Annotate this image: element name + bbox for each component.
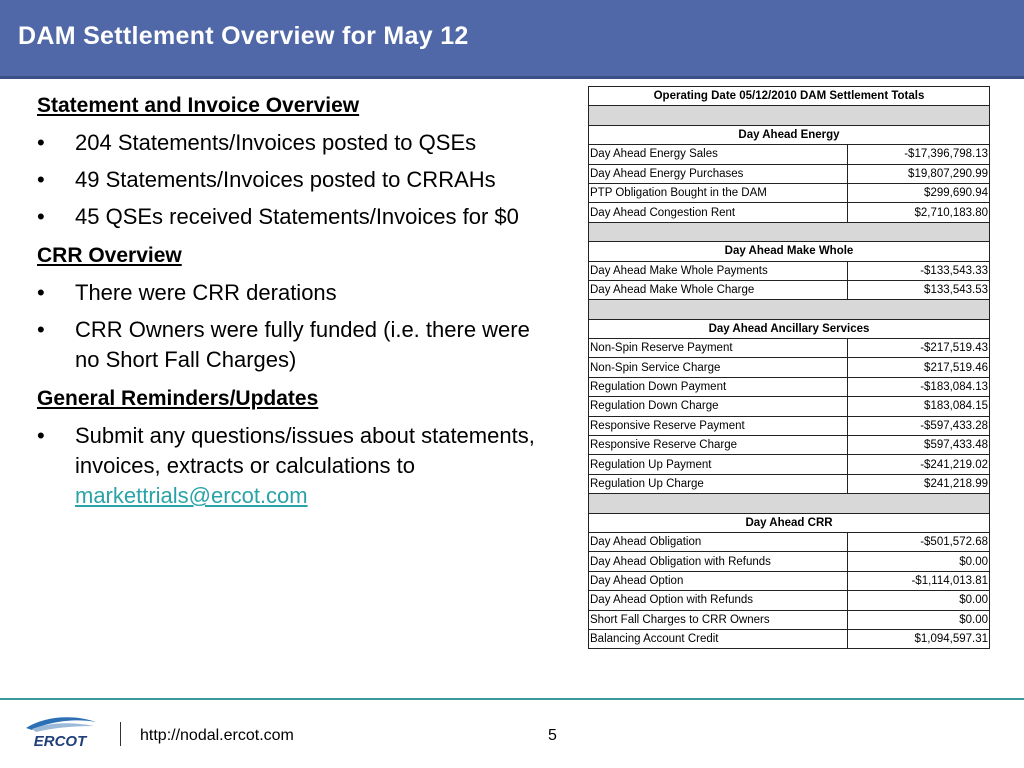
spacer-row [589, 222, 990, 241]
table-row [589, 416, 990, 435]
list-item: • 204 Statements/Invoices posted to QSEs [37, 128, 557, 158]
email-link[interactable]: markettrials@ercot.com [75, 483, 308, 508]
row-value: -$17,396,798.13 [848, 145, 990, 164]
row-value: $0.00 [848, 552, 990, 571]
row-label: Day Ahead Make Whole Charge [589, 280, 848, 299]
row-value: -$1,114,013.81 [848, 571, 990, 590]
row-label: Day Ahead Option with Refunds [589, 591, 848, 610]
row-value: $299,690.94 [848, 183, 990, 202]
spacer-cell [589, 222, 990, 241]
page-title: DAM Settlement Overview for May 12 [18, 22, 469, 50]
spacer-row [589, 106, 990, 125]
table-row [589, 242, 990, 261]
row-value: -$501,572.68 [848, 532, 990, 551]
section-heading-crr: CRR Overview [37, 244, 182, 267]
row-label: Day Ahead Obligation [589, 532, 848, 551]
row-label: Day Ahead Energy Purchases [589, 164, 848, 183]
table-row [589, 377, 990, 396]
table-row [589, 125, 990, 144]
settlement-totals-table [588, 86, 990, 649]
spacer-row [589, 494, 990, 513]
page-number: 5 [548, 727, 557, 744]
table-row [589, 203, 990, 222]
table-row [589, 455, 990, 474]
bullet-list [37, 128, 557, 232]
svg-text:ERCOT: ERCOT [33, 733, 87, 750]
spacer-cell [589, 106, 990, 125]
table-row [589, 358, 990, 377]
row-label: Short Fall Charges to CRR Owners [589, 610, 848, 629]
table-title: Operating Date 05/12/2010 DAM Settlement Totals [589, 87, 990, 106]
bullet-list [37, 278, 557, 375]
ercot-logo [22, 714, 100, 750]
row-label: Day Ahead Obligation with Refunds [589, 552, 848, 571]
row-label: Day Ahead Congestion Rent [589, 203, 848, 222]
row-value: -$597,433.28 [848, 416, 990, 435]
row-value: -$241,219.02 [848, 455, 990, 474]
footer-separator [120, 722, 121, 746]
list-item: • There were CRR derations [37, 278, 557, 308]
row-label: Day Ahead Make Whole Payments [589, 261, 848, 280]
row-label: Regulation Down Charge [589, 397, 848, 416]
row-label: Responsive Reserve Charge [589, 436, 848, 455]
bullet-icon: • [37, 130, 45, 155]
table-row [589, 436, 990, 455]
row-value: $1,094,597.31 [848, 629, 990, 648]
table-row [589, 474, 990, 493]
group-header: Day Ahead Make Whole [589, 242, 990, 261]
row-label: Regulation Up Charge [589, 474, 848, 493]
bullet-icon: • [37, 317, 45, 342]
footer-divider [0, 698, 1024, 700]
row-label: Day Ahead Energy Sales [589, 145, 848, 164]
footer-url[interactable]: http://nodal.ercot.com [140, 727, 294, 744]
table-row [589, 629, 990, 648]
row-value: $217,519.46 [848, 358, 990, 377]
row-value: $183,084.15 [848, 397, 990, 416]
bullet-icon: • [37, 167, 45, 192]
table-row [589, 571, 990, 590]
row-label: Balancing Account Credit [589, 629, 848, 648]
row-label: Responsive Reserve Payment [589, 416, 848, 435]
table-row [589, 591, 990, 610]
list-item: • Submit any questions/issues about statements, invoices, extracts or calculations to markettrials@ercot.com [37, 423, 535, 508]
table-row [589, 552, 990, 571]
bullet-icon: • [37, 204, 45, 229]
section-heading-reminders: General Reminders/Updates [37, 387, 319, 410]
group-header: Day Ahead Ancillary Services [589, 319, 990, 338]
table-row [589, 339, 990, 358]
spacer-cell [589, 300, 990, 319]
table-row [589, 319, 990, 338]
overview-text [37, 92, 557, 521]
spacer-row [589, 300, 990, 319]
title-bar [0, 0, 1024, 79]
bullet-list [37, 421, 557, 511]
table-row [589, 513, 990, 532]
row-value: -$133,543.33 [848, 261, 990, 280]
row-label: Non-Spin Service Charge [589, 358, 848, 377]
row-label: Regulation Down Payment [589, 377, 848, 396]
list-item: • 45 QSEs received Statements/Invoices for $0 [37, 202, 557, 232]
bullet-icon: • [37, 423, 45, 448]
table-row [589, 87, 990, 106]
table-row [589, 610, 990, 629]
table-row [589, 280, 990, 299]
row-value: $2,710,183.80 [848, 203, 990, 222]
row-value: $597,433.48 [848, 436, 990, 455]
row-value: $241,218.99 [848, 474, 990, 493]
table-row [589, 397, 990, 416]
group-header: Day Ahead CRR [589, 513, 990, 532]
row-value: -$183,084.13 [848, 377, 990, 396]
row-value: $19,807,290.99 [848, 164, 990, 183]
row-value: $0.00 [848, 610, 990, 629]
spacer-cell [589, 494, 990, 513]
row-value: -$217,519.43 [848, 339, 990, 358]
bullet-icon: • [37, 280, 45, 305]
group-header: Day Ahead Energy [589, 125, 990, 144]
row-label: Non-Spin Reserve Payment [589, 339, 848, 358]
table-row [589, 532, 990, 551]
table-row [589, 145, 990, 164]
section-heading-statement-invoice: Statement and Invoice Overview [37, 94, 360, 117]
row-label: PTP Obligation Bought in the DAM [589, 183, 848, 202]
list-item: • CRR Owners were fully funded (i.e. there were no Short Fall Charges) [37, 317, 530, 372]
row-label: Regulation Up Payment [589, 455, 848, 474]
list-item: • 49 Statements/Invoices posted to CRRAHs [37, 165, 557, 195]
table-row [589, 183, 990, 202]
row-label: Day Ahead Option [589, 571, 848, 590]
row-value: $0.00 [848, 591, 990, 610]
row-value: $133,543.53 [848, 280, 990, 299]
table-row [589, 164, 990, 183]
table-row [589, 261, 990, 280]
